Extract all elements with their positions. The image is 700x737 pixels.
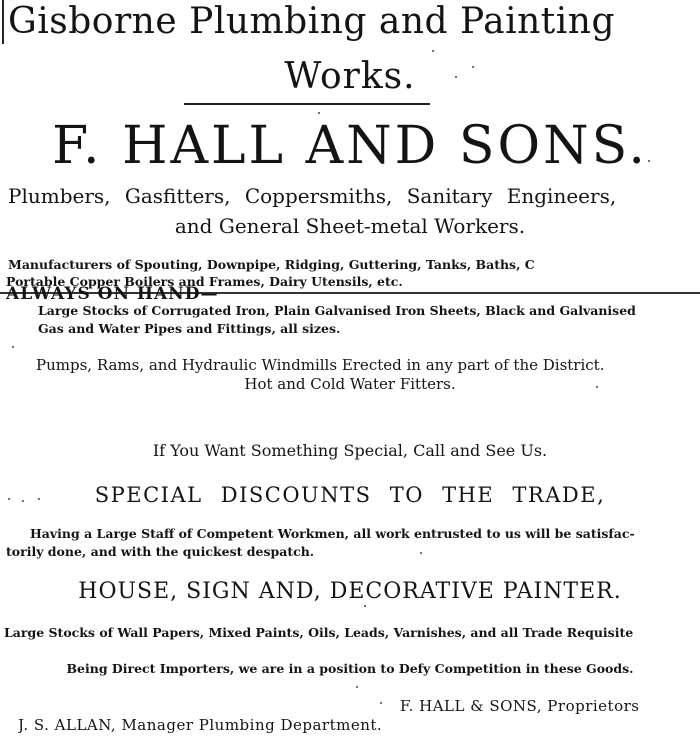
special-call-line: If You Want Something Special, Call and See Us.	[152, 441, 548, 460]
pumps-line2: Hot and Cold Water Fitters.	[244, 375, 456, 393]
stock-line1: Large Stocks of Corrugated Iron, Plain Galvanised Iron Sheets, Black and Galvanised	[38, 303, 636, 318]
proprietors-signature: F. HALL & SONS, Proprietors	[400, 697, 640, 715]
manager-signature: J. S. ALLAN, Manager Plumbing Department.	[18, 716, 383, 734]
direct-importers-line: Being Direct Importers, we are in a position to Defy Competition in these Goods.	[66, 661, 634, 676]
firm-name-heading: F. HALL AND SONS.	[52, 116, 648, 176]
staff-line2: torily done, and with the quickest despatch.	[6, 544, 315, 559]
ad-title-line2: Works.	[284, 56, 416, 97]
stock-line2: Gas and Water Pipes and Fittings, all sizes.	[38, 321, 341, 336]
title-underline-rule	[184, 103, 430, 105]
trades-line2: and General Sheet-metal Workers.	[174, 214, 526, 238]
column-rule-left	[2, 0, 4, 44]
house-painter-heading: HOUSE, SIGN AND, DECORATIVE PAINTER.	[78, 579, 622, 604]
manufacturers-line1: Manufacturers of Spouting, Downpipe, Ridging, Guttering, Tanks, Baths, C	[8, 257, 535, 272]
staff-line1: Having a Large Staff of Competent Workmen, all work entrusted to us will be satisfac-	[30, 526, 635, 541]
manufacturers-line2: Portable Copper Boilers and Frames, Dairy Utensils, etc.	[6, 274, 403, 289]
special-discounts-heading: SPECIAL DISCOUNTS TO THE TRADE,	[94, 483, 606, 507]
trades-line1: Plumbers, Gasfitters, Coppersmiths, Sanitary Engineers,	[8, 184, 617, 208]
wall-papers-line: Large Stocks of Wall Papers, Mixed Paints, Oils, Leads, Varnishes, and all Trade Requisite	[4, 625, 634, 640]
pumps-line1: Pumps, Rams, and Hydraulic Windmills Erected in any part of the District.	[36, 356, 605, 374]
always-on-hand-heading: ALWAYS ON HAND—	[6, 284, 219, 304]
ad-title-line1: Gisborne Plumbing and Painting	[8, 1, 616, 42]
